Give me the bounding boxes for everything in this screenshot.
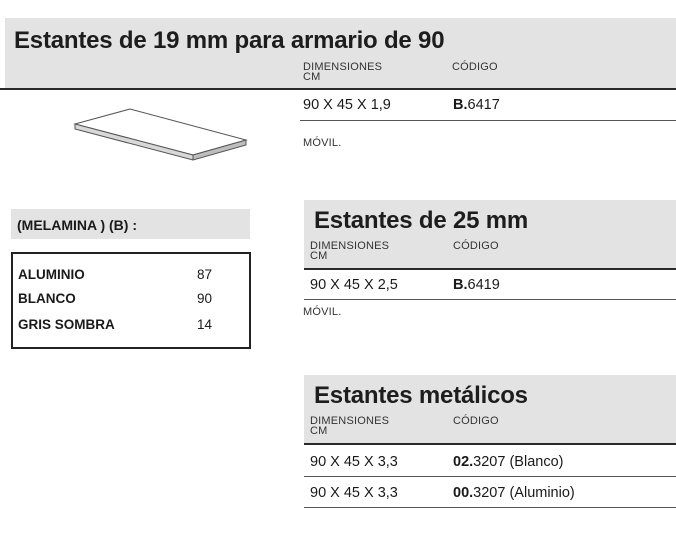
code-number: 6419 xyxy=(467,277,500,293)
section2-row-1-code xyxy=(453,277,500,293)
section2-row-rule xyxy=(304,299,676,300)
code-suffix: (Blanco) xyxy=(505,454,564,470)
section3-col-dimensions-label: DIMENSIONES xyxy=(310,415,390,427)
section1-col-code: CÓDIGO xyxy=(452,61,498,73)
section2-col-dimensions xyxy=(310,241,389,261)
code-number: 3207 xyxy=(473,454,506,470)
code-number: 3207 xyxy=(473,485,506,501)
material-name: ALUMINIO xyxy=(18,267,85,282)
material-code: 90 xyxy=(197,291,213,306)
section3-title: Estantes metálicos xyxy=(314,382,528,409)
section2-col-code: CÓDIGO xyxy=(453,240,499,252)
section1-col-dimensions-label: DIMENSIONES xyxy=(303,61,383,73)
material-code: 14 xyxy=(197,317,213,332)
section3-row-2-code xyxy=(453,485,575,501)
section3-row-rule-1 xyxy=(304,476,676,477)
section1-note: MÓVIL. xyxy=(303,137,342,149)
section2-note: MÓVIL. xyxy=(303,306,342,318)
materials-header: (MELAMINA ) (B) : xyxy=(17,217,138,233)
section3-row-1-dim: 90 X 45 X 3,3 xyxy=(310,454,398,470)
shelf-illustration xyxy=(70,104,250,164)
material-name: GRIS SOMBRA xyxy=(18,317,115,332)
material-name: BLANCO xyxy=(18,291,76,306)
section3-col-dimensions-unit: CM xyxy=(310,425,328,437)
section1-row-1-code xyxy=(453,97,500,113)
material-code: 87 xyxy=(197,267,213,282)
section2-header-rule xyxy=(304,268,676,270)
code-number: 6417 xyxy=(467,97,500,113)
section2-title: Estantes de 25 mm xyxy=(314,207,529,234)
section3-row-1-code xyxy=(453,454,563,470)
section1-row-rule xyxy=(300,120,676,121)
section1-header-rule xyxy=(0,88,676,90)
materials-list xyxy=(11,252,251,349)
code-prefix: B. xyxy=(453,277,468,293)
section2-col-dimensions-label: DIMENSIONES xyxy=(310,240,390,252)
section2-row-1-dim: 90 X 45 X 2,5 xyxy=(310,277,398,293)
section1-col-dimensions xyxy=(303,62,382,82)
code-prefix: 02. xyxy=(453,454,474,470)
section1-title: Estantes de 19 mm para armario de 90 xyxy=(14,27,445,54)
code-prefix: B. xyxy=(453,97,468,113)
section3-header-rule xyxy=(304,443,676,445)
section3-col-code: CÓDIGO xyxy=(453,415,499,427)
section1-col-dimensions-unit: CM xyxy=(303,71,321,83)
section1-row-1-dim: 90 X 45 X 1,9 xyxy=(303,97,391,113)
section3-row-2-dim: 90 X 45 X 3,3 xyxy=(310,485,398,501)
code-prefix: 00. xyxy=(453,485,474,501)
section2-col-dimensions-unit: CM xyxy=(310,250,328,262)
code-suffix: (Aluminio) xyxy=(505,485,575,501)
section3-col-dimensions xyxy=(310,416,389,436)
section3-row-rule-2 xyxy=(304,507,676,508)
